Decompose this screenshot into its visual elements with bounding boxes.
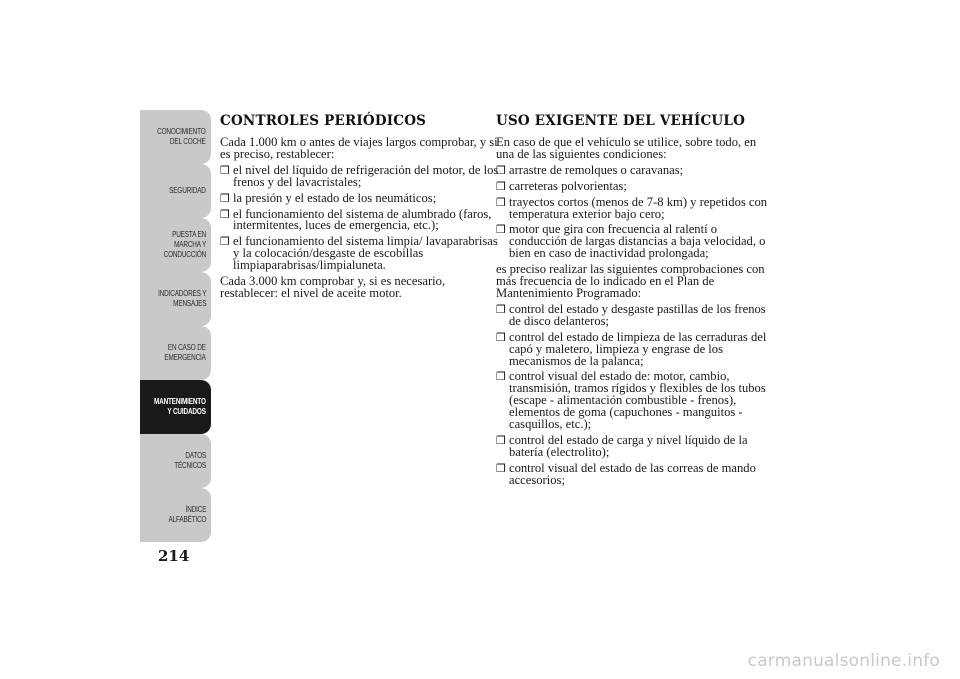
list-item xyxy=(496,329,776,368)
tab-label: INDICADORES Y MENSAJES xyxy=(157,289,206,308)
tab-label: EN CASO DE EMERGENCIA xyxy=(164,343,206,362)
checkbox-bullet-icon: ❒ xyxy=(496,163,506,177)
list-item xyxy=(220,190,500,205)
tab-indicadores-y-mensajes[interactable] xyxy=(140,272,211,326)
tab-indice-alfabetico[interactable] xyxy=(140,488,211,542)
tab-seguridad[interactable] xyxy=(140,164,211,218)
list-item xyxy=(496,460,776,487)
section-title: CONTROLES PERIÓDICOS xyxy=(220,113,427,129)
outro-paragraph: Cada 3.000 km comprobar y, si es necesario, restablecer: el nivel de aceite motor. xyxy=(220,274,446,300)
checkbox-bullet-icon: ❒ xyxy=(220,235,230,249)
list-item-text: motor que gira con frecuencia al ralentí o conducción de largas distancias a baja velocidad, o bien en caso de inactividad prolongada; xyxy=(509,222,766,261)
list-item xyxy=(496,432,776,459)
checkbox-bullet-icon: ❒ xyxy=(496,302,506,316)
list-item-text: el funcionamiento del sistema limpia/ lavaparabrisas y la colocación/desgaste de escobillas limpiaparabrisas/limpialuneta. xyxy=(233,234,498,273)
tab-mantenimiento-y-cuidados[interactable] xyxy=(140,380,211,434)
tab-label: DATOS TÉCNICOS xyxy=(174,451,206,470)
checkbox-bullet-icon: ❒ xyxy=(220,191,230,205)
intro-paragraph: En caso de que el vehículo se utilice, sobre todo, en una de las siguientes condiciones: xyxy=(496,135,757,161)
list-item-text: control del estado y desgaste pastillas de los frenos de disco delanteros; xyxy=(509,301,766,328)
section-title: USO EXIGENTE DEL VEHÍCULO xyxy=(496,113,746,129)
tab-label: ÍNDICE ALFABÉTICO xyxy=(168,505,206,524)
site-watermark: carmanualsonline.info xyxy=(747,651,940,671)
list-item-text: control del estado de limpieza de las cerraduras del capó y maletero, limpieza y engrase de los mecanismos de la palanca; xyxy=(509,329,767,368)
middle-paragraph: es preciso realizar las siguientes comprobaciones con más frecuencia de lo indicado en el Plan de Mantenimiento Programado: xyxy=(496,262,765,300)
list-item-text: trayectos cortos (menos de 7-8 km) y repetidos con temperatura exterior bajo cero; xyxy=(509,194,768,221)
list-item xyxy=(496,301,776,328)
tab-datos-tecnicos[interactable] xyxy=(140,434,211,488)
checkbox-bullet-icon: ❒ xyxy=(496,330,506,344)
tab-puesta-en-marcha[interactable] xyxy=(140,218,211,272)
tab-label: PUESTA EN MARCHA Y CONDUCCIÓN xyxy=(163,230,206,259)
page-number: 214 xyxy=(158,547,190,565)
list-item xyxy=(496,162,776,177)
checkbox-bullet-icon: ❒ xyxy=(496,179,506,193)
checkbox-bullet-icon: ❒ xyxy=(496,223,506,237)
list-item xyxy=(220,162,500,189)
section-nav xyxy=(140,110,211,542)
checkbox-bullet-icon: ❒ xyxy=(496,370,506,384)
demanding-use-section xyxy=(496,113,776,491)
tab-en-caso-de-emergencia[interactable] xyxy=(140,326,211,380)
tab-label: SEGURIDAD xyxy=(169,186,206,195)
list-item-text: control visual del estado de: motor, cambio, transmisión, tramos rígidos y flexibles de los tubos (escape - alimentación combustible - frenos), elementos de goma (capuchones - manguitos - casquillos, etc.); xyxy=(509,369,766,432)
list-item xyxy=(220,206,500,233)
tab-label: MANTENIMIENTO Y CUIDADOS xyxy=(154,397,206,416)
periodic-checks-section xyxy=(220,113,500,302)
checkbox-bullet-icon: ❒ xyxy=(220,163,230,177)
intro-paragraph: Cada 1.000 km o antes de viajes largos comprobar, y si es preciso, restablecer: xyxy=(220,135,498,161)
checkbox-bullet-icon: ❒ xyxy=(496,433,506,447)
tab-label: CONOCIMIENTO DEL COCHE xyxy=(157,127,206,146)
list-item-text: control del estado de carga y nivel líquido de la batería (electrolito); xyxy=(509,432,748,459)
checkbox-bullet-icon: ❒ xyxy=(220,207,230,221)
list-item xyxy=(220,236,500,272)
checkbox-bullet-icon: ❒ xyxy=(496,461,506,475)
list-item xyxy=(496,194,776,221)
list-item-text: control visual del estado de las correas de mando accesorios; xyxy=(509,460,756,487)
tab-conocimiento-del-coche[interactable] xyxy=(140,110,211,164)
list-item-text: el funcionamiento del sistema de alumbrado (faros, intermitentes, luces de emergencia, etc.); xyxy=(233,206,492,233)
list-item-text: arrastre de remolques o caravanas; xyxy=(509,162,684,177)
checkbox-bullet-icon: ❒ xyxy=(496,195,506,209)
list-item xyxy=(496,224,776,260)
list-item-text: la presión y el estado de los neumáticos; xyxy=(233,190,437,205)
list-item-text: el nivel del líquido de refrigeración del motor, de los frenos y del lavacristales; xyxy=(233,162,499,189)
list-item xyxy=(496,178,776,193)
list-item xyxy=(496,371,776,431)
list-item-text: carreteras polvorientas; xyxy=(509,178,627,193)
